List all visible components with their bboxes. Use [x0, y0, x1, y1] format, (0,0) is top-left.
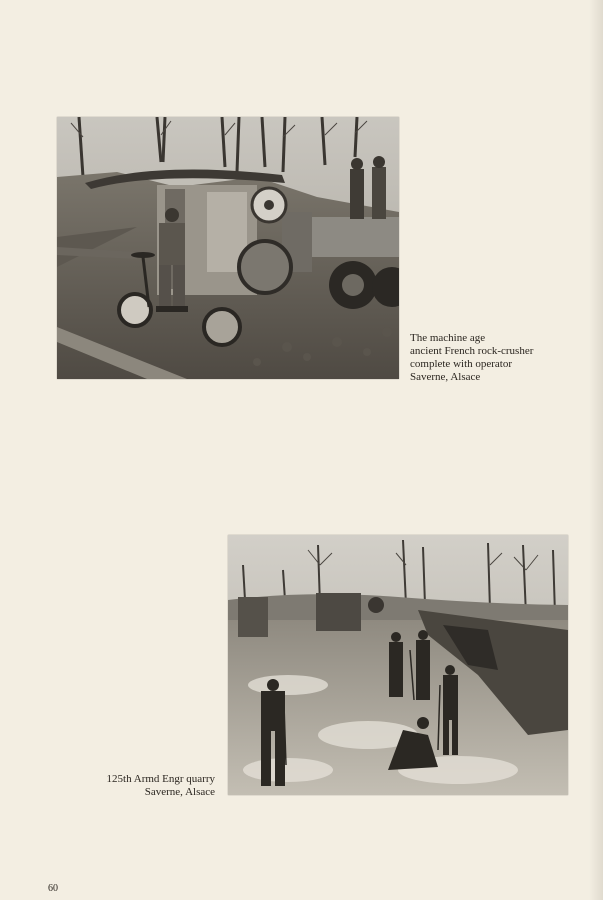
rock-crusher-photo: [57, 117, 399, 379]
page-number: 60: [48, 883, 58, 894]
caption-line: ancient French rock-crusher: [410, 345, 534, 357]
rock-crusher-caption: [410, 332, 533, 384]
caption-line: The machine age: [410, 332, 486, 344]
page-edge-shadow: [589, 0, 603, 900]
quarry-photo: [228, 535, 568, 795]
caption-line: Saverne, Alsace: [144, 786, 215, 798]
quarry-caption: [70, 773, 215, 799]
caption-line: 125th Armd Engr quarry: [106, 773, 215, 785]
caption-line: complete with operator: [410, 358, 513, 370]
caption-line: Saverne, Alsace: [410, 371, 481, 383]
